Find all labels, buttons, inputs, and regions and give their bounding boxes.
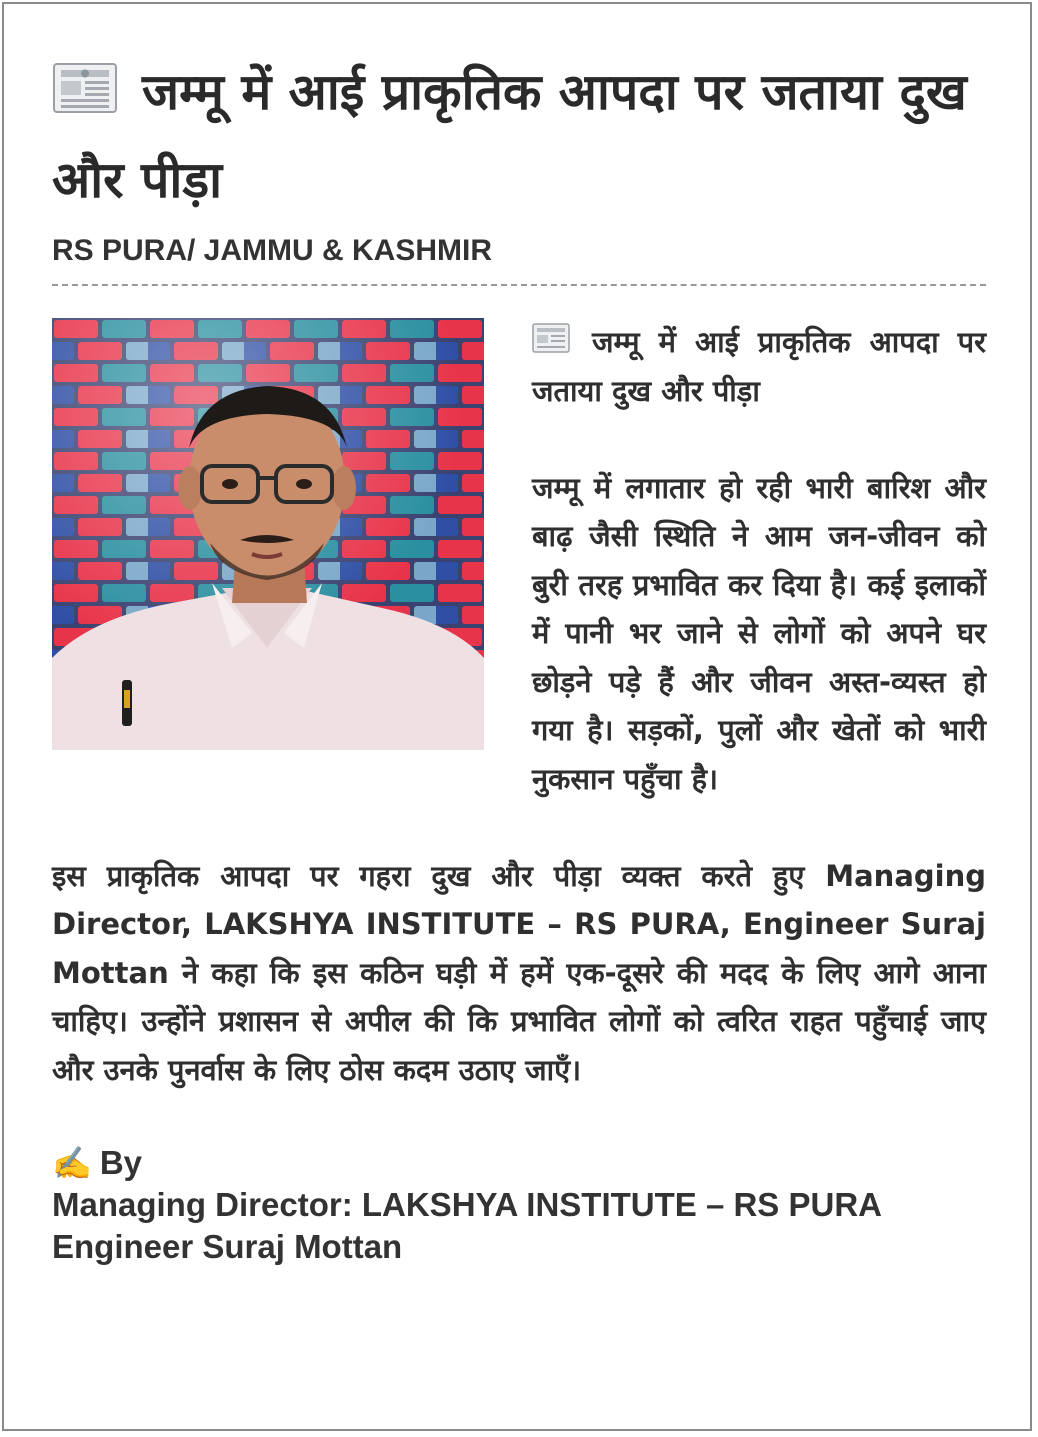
paragraph-2: इस प्राकृतिक आपदा पर गहरा दुख और पीड़ा व्यक्त करते हुए Managing Director, LAKSHYA INSTITUTE – RS PURA, Engineer Suraj Mottan ने कहा कि इस कठिन घड़ी में हमें एक-दूसरे की मदद के लिए आगे आना चाहिए। उन्होंने प्रशासन से अपील की कि प्रभावित लोगों को त्वरित राहत पहुँचाई जाए और उनके पुनर्वास के लिए ठोस कदम उठाए जाएँ।: [52, 858, 986, 1087]
byline-heading: [52, 1142, 986, 1184]
headline: [52, 48, 986, 224]
newspaper-icon: [52, 61, 120, 115]
byline-line-1: Managing Director: LAKSHYA INSTITUTE – RS PURA: [52, 1186, 882, 1223]
paragraph-1: जम्मू में लगातार हो रही भारी बारिश और बाढ़ जैसी स्थिति ने आम जन-जीवन को बुरी तरह प्रभावित कर दिया है। कई इलाकों में पानी भर जाने से लोगों को अपने घर छोड़ने पड़े हैं और जीवन अस्त-व्यस्त हो गया है। सड़कों, पुलों और खेतों को भारी नुकसान पहुँचा है।: [532, 470, 986, 796]
newspaper-icon: [532, 323, 570, 353]
byline: [52, 1142, 986, 1268]
repeat-title-text: जम्मू में आई प्राकृतिक आपदा पर जताया दुख और पीड़ा: [532, 325, 986, 408]
byline-line-2: Engineer Suraj Mottan: [52, 1228, 403, 1265]
writing-hand-icon: ✍️: [52, 1145, 92, 1181]
author-photo: [52, 318, 484, 750]
article-body: [52, 318, 986, 1094]
byline-label: By: [99, 1144, 143, 1181]
dateline: RS PURA/ JAMMU & KASHMIR: [52, 234, 986, 286]
headline-text: जम्मू में आई प्राकृतिक आपदा पर जताया दुख और पीड़ा: [52, 63, 967, 209]
article-container: [52, 48, 986, 1268]
